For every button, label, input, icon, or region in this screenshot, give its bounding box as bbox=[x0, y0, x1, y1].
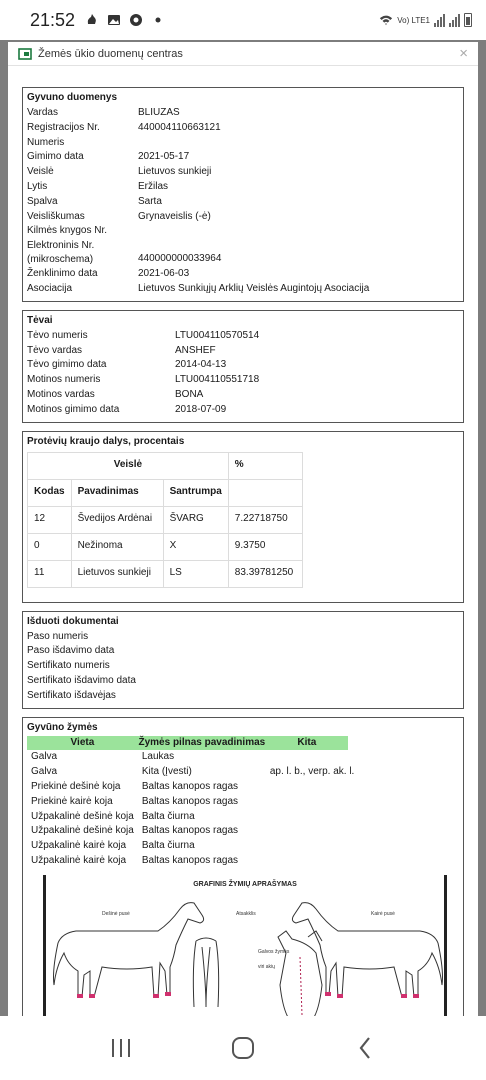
field-label: Veislė bbox=[27, 166, 54, 178]
col-name-header: Pavadinimas bbox=[71, 479, 163, 506]
marks-section bbox=[22, 717, 464, 1016]
field-value: BLIUZAS bbox=[138, 107, 180, 118]
table-row bbox=[27, 780, 459, 795]
drawing-label-left-side: Kairė pusė bbox=[371, 910, 395, 917]
field-value: 2021-06-03 bbox=[138, 268, 190, 280]
status-right bbox=[379, 13, 472, 27]
other-cell bbox=[266, 780, 459, 795]
abbr-cell: X bbox=[163, 533, 228, 560]
field-label: Sertifikato išdavėjas bbox=[27, 689, 116, 701]
hoof-mark bbox=[337, 994, 343, 998]
animal-row bbox=[27, 224, 459, 239]
hoof-mark bbox=[89, 994, 95, 998]
home-icon bbox=[231, 1036, 255, 1060]
field-value: LTU004110551718 bbox=[175, 374, 260, 386]
markname-cell: Baltas kanopos ragas bbox=[141, 780, 239, 792]
place-cell: Užpakalinė kairė koja bbox=[31, 840, 127, 852]
table-row bbox=[27, 795, 459, 810]
field-label: Elektroninis Nr. (mikroschema) bbox=[27, 240, 95, 266]
table-row bbox=[27, 750, 459, 765]
hoof-mark bbox=[325, 992, 331, 996]
field-label: Paso išdavimo data bbox=[27, 645, 115, 657]
documents-section bbox=[22, 611, 464, 709]
gallery-icon bbox=[107, 13, 121, 27]
field-value: 2021-05-17 bbox=[138, 151, 190, 163]
col-abbr-header: Santrumpa bbox=[163, 479, 228, 506]
field-label: Motinos numeris bbox=[27, 374, 101, 386]
field-value: 440004110663121 bbox=[138, 121, 221, 133]
table-row bbox=[27, 765, 459, 780]
blood-section bbox=[22, 431, 464, 603]
animal-data-section bbox=[22, 87, 464, 302]
place-cell: Priekinė kairė koja bbox=[31, 795, 113, 807]
animal-row bbox=[27, 180, 459, 195]
field-label: Spalva bbox=[27, 195, 58, 207]
markings-drawing bbox=[43, 875, 447, 1016]
parent-row bbox=[27, 373, 459, 388]
back-icon bbox=[357, 1036, 373, 1060]
table-row bbox=[28, 560, 303, 587]
place-cell: Užpakalinė dešinė koja bbox=[31, 810, 134, 822]
blood-table bbox=[27, 452, 303, 588]
modal-content bbox=[8, 66, 478, 1016]
parents-section-title: Tėvai bbox=[27, 314, 53, 326]
table-row bbox=[27, 839, 459, 854]
place-cell: Galva bbox=[31, 751, 58, 763]
other-cell bbox=[266, 854, 459, 869]
markname-cell: Kita (Įvesti) bbox=[141, 766, 192, 778]
field-value: Sarta bbox=[138, 195, 162, 207]
code-cell: 12 bbox=[28, 506, 72, 533]
abbr-cell: LS bbox=[163, 560, 228, 587]
parent-row bbox=[27, 329, 459, 344]
document-row bbox=[27, 674, 459, 689]
percent-cell: 7.22718750 bbox=[228, 506, 302, 533]
modal-title: Žemės ūkio duomenų centras bbox=[38, 47, 183, 60]
table-row bbox=[28, 506, 303, 533]
field-label: Gimimo data bbox=[27, 151, 84, 163]
recent-apps-button[interactable] bbox=[101, 1028, 141, 1068]
place-cell: Galva bbox=[31, 766, 58, 778]
field-value bbox=[207, 644, 459, 659]
status-time: 21:52 bbox=[30, 9, 76, 30]
dot-icon bbox=[151, 13, 165, 27]
document-row bbox=[27, 630, 459, 645]
field-label: Lytis bbox=[27, 180, 48, 192]
marks-section-title: Gyvūno žymės bbox=[27, 721, 98, 733]
percent-group-header: % bbox=[228, 452, 302, 479]
drawing-label-head: Galvos žymės viri akių bbox=[258, 948, 290, 970]
field-label: Asociacija bbox=[27, 282, 73, 294]
col-code-header: Kodas bbox=[28, 479, 72, 506]
field-label: Ženklinimo data bbox=[27, 268, 98, 280]
drawing-label-back: Atsakklis bbox=[236, 910, 256, 917]
animal-row bbox=[27, 150, 459, 165]
blood-header-group bbox=[28, 452, 303, 479]
field-value: 2014-04-13 bbox=[175, 359, 227, 371]
other-cell bbox=[266, 750, 459, 765]
hoof-mark bbox=[401, 994, 407, 998]
field-value bbox=[138, 136, 459, 151]
marks-header-row bbox=[27, 736, 459, 751]
modal-header bbox=[8, 42, 478, 66]
hoof-mark bbox=[413, 994, 419, 998]
field-label: Tėvo vardas bbox=[27, 344, 83, 356]
horse-right-side bbox=[54, 902, 204, 996]
field-value bbox=[207, 630, 459, 645]
animal-row bbox=[27, 165, 459, 180]
field-label: Kilmės knygos Nr. bbox=[27, 225, 108, 237]
field-value bbox=[207, 689, 459, 704]
field-label: Numeris bbox=[27, 136, 65, 148]
field-label: Vardas bbox=[27, 107, 58, 118]
code-cell: 0 bbox=[28, 533, 72, 560]
name-cell: Lietuvos sunkieji bbox=[71, 560, 163, 587]
home-button[interactable] bbox=[223, 1028, 263, 1068]
field-value: Lietuvos Sunkiųjų Arklių Veislės Augintojų Asociacija bbox=[138, 282, 370, 294]
document-row bbox=[27, 659, 459, 674]
notification-app-icon bbox=[85, 13, 99, 27]
markname-cell: Baltas kanopos ragas bbox=[141, 825, 239, 837]
animal-row bbox=[27, 210, 459, 225]
field-label: Sertifikato išdavimo data bbox=[27, 674, 136, 686]
animal-row bbox=[27, 282, 459, 297]
drawing-label-right-side: Dešinė pusė bbox=[102, 910, 130, 917]
field-value bbox=[207, 659, 459, 674]
field-value bbox=[138, 224, 459, 239]
data-modal bbox=[8, 42, 478, 1016]
close-button[interactable]: × bbox=[459, 45, 468, 62]
zudc-logo-icon bbox=[18, 48, 32, 60]
field-value: Lietuvos sunkieji bbox=[138, 166, 212, 178]
markname-cell: Balta čiurna bbox=[141, 840, 195, 852]
parent-row bbox=[27, 358, 459, 373]
empty-cell bbox=[228, 479, 302, 506]
documents-section-title: Išduoti dokumentai bbox=[27, 615, 119, 627]
field-label: Veisliškumas bbox=[27, 210, 85, 222]
document-row bbox=[27, 644, 459, 659]
field-label: Motinos gimimo data bbox=[27, 403, 120, 415]
table-row bbox=[28, 533, 303, 560]
other-cell bbox=[266, 839, 459, 854]
other-cell: ap. l. b., verp. ak. l. bbox=[269, 766, 355, 778]
marks-table bbox=[27, 736, 459, 869]
document-row bbox=[27, 689, 459, 704]
blood-section-title: Protėvių kraujo dalys, procentais bbox=[27, 435, 185, 447]
field-value: BONA bbox=[175, 388, 204, 400]
horse-head-front bbox=[278, 931, 322, 1016]
breed-group-header: Veislė bbox=[28, 452, 229, 479]
other-cell bbox=[266, 795, 459, 810]
name-cell: Švedijos Ardėnai bbox=[71, 506, 163, 533]
empty-header bbox=[348, 736, 459, 751]
horse-outline-drawing bbox=[46, 875, 450, 1016]
horse-left-side bbox=[292, 902, 442, 996]
field-value: Eržilas bbox=[138, 180, 169, 192]
markname-cell: Balta čiurna bbox=[141, 810, 195, 822]
name-cell: Nežinoma bbox=[71, 533, 163, 560]
field-value: Grynaveislis (-ė) bbox=[138, 210, 211, 222]
animal-row bbox=[27, 267, 459, 282]
animal-row bbox=[27, 136, 459, 151]
parent-row bbox=[27, 344, 459, 359]
table-row bbox=[27, 810, 459, 825]
other-cell bbox=[266, 810, 459, 825]
signal-icon bbox=[434, 14, 445, 27]
other-cell bbox=[266, 824, 459, 839]
animal-row bbox=[27, 195, 459, 210]
field-label: Tėvo gimimo data bbox=[27, 359, 107, 371]
navigation-bar bbox=[0, 1016, 486, 1080]
field-value bbox=[207, 674, 459, 689]
field-label: Tėvo numeris bbox=[27, 329, 88, 341]
blood-header-row bbox=[28, 479, 303, 506]
markname-cell: Laukas bbox=[141, 751, 175, 763]
status-notifications bbox=[85, 13, 165, 27]
field-value: 440000000033964 bbox=[138, 253, 222, 265]
place-cell: Užpakalinė dešinė koja bbox=[31, 825, 134, 837]
signal-icon-2 bbox=[449, 14, 460, 27]
battery-icon bbox=[464, 13, 472, 27]
parent-row bbox=[27, 388, 459, 403]
place-cell: Užpakalinė kairė koja bbox=[31, 854, 127, 866]
field-label: Motinos vardas bbox=[27, 388, 95, 400]
chrome-icon bbox=[129, 13, 143, 27]
animal-row bbox=[27, 106, 459, 121]
parent-row bbox=[27, 403, 459, 418]
field-label: Registracijos Nr. bbox=[27, 121, 100, 133]
status-bar bbox=[0, 0, 486, 40]
hoof-mark bbox=[165, 992, 171, 996]
network-label: Vo) LTE1 bbox=[397, 15, 430, 25]
col-markname-header: Žymės pilnas pavadinimas bbox=[138, 736, 266, 751]
abbr-cell: ŠVARG bbox=[163, 506, 228, 533]
recent-apps-icon bbox=[110, 1038, 132, 1058]
col-place-header: Vieta bbox=[27, 736, 138, 751]
table-row bbox=[27, 824, 459, 839]
place-cell: Priekinė dešinė koja bbox=[31, 780, 121, 792]
hoof-mark bbox=[153, 994, 159, 998]
markname-cell: Baltas kanopos ragas bbox=[141, 795, 239, 807]
head-mark-line bbox=[300, 957, 302, 1015]
field-value: LTU004110570514 bbox=[175, 329, 260, 341]
percent-cell: 83.39781250 bbox=[228, 560, 302, 587]
wifi-icon bbox=[379, 13, 393, 27]
parents-section bbox=[22, 310, 464, 423]
hoof-mark bbox=[77, 994, 83, 998]
field-value: 2018-07-09 bbox=[175, 403, 227, 415]
horse-back-view bbox=[193, 938, 218, 1007]
field-label: Sertifikato numeris bbox=[27, 660, 110, 672]
drawing-title: GRAFINIS ŽYMIŲ APRAŠYMAS bbox=[193, 880, 297, 888]
animal-row bbox=[27, 239, 459, 267]
field-label: Paso numeris bbox=[27, 630, 89, 642]
code-cell: 11 bbox=[28, 560, 72, 587]
col-other-header: Kita bbox=[266, 736, 348, 751]
field-value: ANSHEF bbox=[175, 344, 216, 356]
animal-section-title: Gyvuno duomenys bbox=[27, 92, 118, 103]
markname-cell: Baltas kanopos ragas bbox=[141, 854, 239, 866]
back-button[interactable] bbox=[345, 1028, 385, 1068]
percent-cell: 9.3750 bbox=[228, 533, 302, 560]
table-row bbox=[27, 854, 459, 869]
animal-row bbox=[27, 121, 459, 136]
